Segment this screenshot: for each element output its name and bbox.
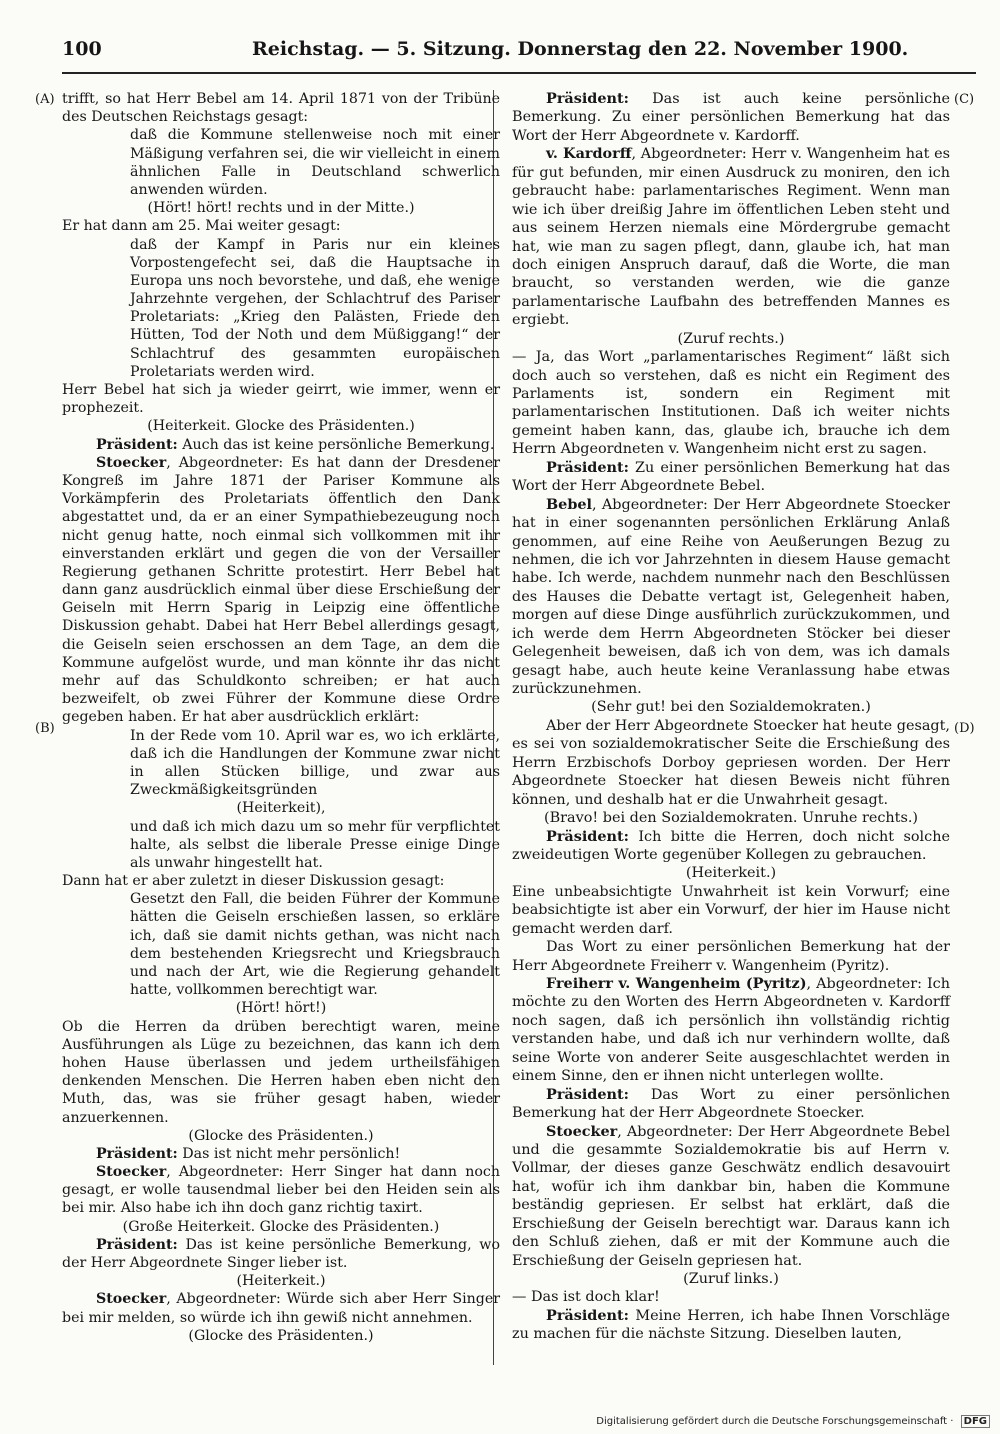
quotation: In der Rede vom 10. April war es, wo ich erklärte, daß ich die Handlungen der Kommune zwar nicht in allen Stücken billige, und zwar aus Zweckmäßigkeitsgründen (130, 727, 500, 799)
speaker-name: Präsident: (546, 1306, 629, 1324)
speech-paragraph: v. Kardorff, Abgeordneter: Herr v. Wangenheim hat es für gut befunden, mir einen Ausdruck zu moniren, den ich gebraucht habe: parlamentarisches Regiment. Wenn man wie ich über dreißig Jahre im öffentlichen Leben steht und aus seinem Herzen niemals eine Mördergrube gemacht hat, wie man zu sagen pflegt, dann, glaube ich, hat man doch einigen Anspruch darauf, daß die Worte, die man braucht, so verstanden werden, wie die ganze parlamentarische Laufbahn des betreffenden Mannes es ergiebt. (512, 145, 950, 329)
speech-paragraph: Bebel, Abgeordneter: Der Herr Abgeordnete Stoecker hat in einer sogenannten persönlichen Erklärung Anlaß genommen, auf eine Reihe von Aeußerungen Bezug zu nehmen, die ich vor Jahrzehnten in diesem Hause gemacht habe. Ich werde, nachdem nunmehr nach den Beschlüssen des Hauses die Debatte vertagt ist, Gelegenheit haben, morgen auf diese Dinge ausführlich zurückzukommen, und ich werde dem Herrn Abgeordneten Stöcker bei dieser Gelegenheit beweisen, daß ich von dem, was ich damals gesagt habe, auch heute keine Veranlassung habe etwas zurückzunehmen. (512, 495, 950, 697)
interjection: (Heiterkeit.) (236, 1273, 326, 1290)
right-column (512, 90, 950, 1344)
paragraph: Eine unbeabsichtigte Unwahrheit ist kein Vorwurf; eine beabsichtigte ist aber ein Vorwurf, der hier im Hause nicht gemacht werden darf. (512, 883, 950, 937)
running-title: Reichstag. — 5. Sitzung. Donnerstag den 22. November 1900. (252, 38, 909, 60)
quotation: daß der Kampf in Paris nur ein kleines Vorpostengefecht sei, daß die Hauptsache in Europa uns noch bevorstehe, und daß, ehe wenige Jahrzehnte vergehen, der Schlachtruf des Pariser Proletariats: „Krieg den Palästen, Friede den Hütten, Tod der Noth und dem Müßiggang!“ der Schlachtruf des gesammten europäischen Proletariats werden wird. (130, 236, 500, 380)
interjection: (Heiterkeit.) (685, 865, 777, 882)
running-header (62, 38, 976, 66)
margin-marker-c: (C) (954, 92, 975, 107)
quotation: Gesetzt den Fall, die beiden Führer der Kommune hätten die Geiseln erschießen lassen, so erkläre ich, daß sie damit nichts gethan, was nicht nach dem bestehenden Kriegsrecht und Kriegsbrauch und nach der Art, wie die Regierung gehandelt hatte, vollkommen berechtigt war. (130, 891, 500, 999)
speech-paragraph: Präsident: Das ist auch keine persönliche Bemerkung. Zu einer persönlichen Bemerkung hat das Wort der Herr Abgeordnete v. Kardorff. (512, 90, 950, 144)
quotation: und daß ich mich dazu um so mehr für verpflichtet halte, als selbst die liberale Presse einige Dinge als unwahr hingestellt hat. (130, 818, 500, 871)
speech-paragraph: Stoecker, Abgeordneter: Der Herr Abgeordnete Bebel und die gesammte Sozialdemokratie bis auf Herrn v. Vollmar, der dieses ganze Geschwätz endlich desavouirt hat, wofür ich ihm dankbar bin, haben die Kommune beständig gepriesen. Er selbst hat erklärt, daß die Erschießung der Geiseln berechtigt war. Daraus kann ich den Schluß ziehen, daß er mit der Kommune auch die Erschießung der Geiseln gepriesen hat. (512, 1122, 950, 1269)
speech-paragraph: Präsident: Das ist nicht mehr persönlich! (96, 1145, 401, 1162)
interjection: (Große Heiterkeit. Glocke des Präsidenten.) (122, 1218, 440, 1235)
paragraph: Herr Bebel hat sich ja wieder geirrt, wie immer, wenn er prophezeit. (62, 382, 500, 417)
speech-paragraph: Präsident: Das ist keine persönliche Bemerkung, wo der Herr Abgeordnete Singer lieber ist. (62, 1236, 500, 1271)
speaker-name: Stoecker (96, 1164, 167, 1181)
interjection: (Zuruf rechts.) (677, 330, 785, 347)
speaker-name: Freiherr v. Wangenheim (Pyritz) (546, 975, 807, 992)
speaker-name: Stoecker (96, 1291, 167, 1308)
credit-text: Digitalisierung gefördert durch die Deutsche Forschungsgemeinschaft · (596, 1416, 954, 1427)
speaker-name: Präsident: (96, 1145, 178, 1162)
paragraph: — Das ist doch klar! (512, 1289, 660, 1306)
interjection: (Glocke des Präsidenten.) (188, 1127, 374, 1144)
speaker-name: Präsident: (546, 1085, 629, 1103)
page-number: 100 (62, 38, 102, 60)
paragraph: Ob die Herren da drüben berechtigt waren, meine Ausführungen als Lüge zu bezeichnen, das kann ich dem hohen Hause überlassen und jedem urtheilsfähigen denkenden Menschen. Die Herren haben eben nicht den Muth, das, was sie früher gesagt haben, wieder anzuerkennen. (62, 1018, 500, 1126)
speech-paragraph: Präsident: Meine Herren, ich habe Ihnen Vorschläge zu machen für die nächste Sitzung. Dieselben lauten, (512, 1306, 950, 1343)
speech-paragraph: Präsident: Das Wort zu einer persönlichen Bemerkung hat der Herr Abgeordnete Stoecker. (512, 1085, 950, 1122)
speaker-name: v. Kardorff (546, 145, 632, 163)
speech-paragraph: Stoecker, Abgeordneter: Herr Singer hat dann noch gesagt, er wolle tausendmal lieber bei den Heiden sein als bei mir. Also habe ich ihn doch ganz richtig taxirt. (62, 1164, 500, 1217)
interjection: (Sehr gut! bei den Sozialdemokraten.) (591, 699, 871, 716)
speech-paragraph: Präsident: Zu einer persönlichen Bemerkung hat das Wort der Herr Abgeordnete Bebel. (512, 458, 950, 495)
paragraph: Er hat dann am 25. Mai weiter gesagt: (62, 218, 341, 235)
left-column (62, 90, 500, 1345)
dfg-logo: DFG (961, 1415, 990, 1428)
speech-paragraph: Freiherr v. Wangenheim (Pyritz), Abgeordneter: Ich möchte zu den Worten des Herrn Abgeordneten v. Kardorff noch sagen, daß ich persönlich ihn vollständig richtig verstanden habe, und daß ich nur verhindern wollte, daß seine Worte von anderer Seite ausgeschlachtet werden in einem Sinne, den er ihnen nicht unterlegen wollte. (512, 975, 951, 1085)
speaker-name: Bebel (546, 495, 593, 513)
interjection: (Hört! hört! rechts und in der Mitte.) (147, 200, 415, 217)
speaker-name: Stoecker (546, 1122, 618, 1140)
speaker-name: Stoecker (96, 454, 167, 471)
interjection: (Glocke des Präsidenten.) (188, 1327, 374, 1344)
speech-paragraph: Das Wort zu einer persönlichen Bemerkung hat der Herr Abgeordnete Freiherr v. Wangenheim (Pyritz). (512, 939, 950, 974)
paragraph: — Ja, das Wort „parlamentarisches Regiment“ läßt sich doch auch so verstehen, daß es nicht ein Regiment des Parlaments ist, sondern ein Regiment mit parlamentarischen Institutionen. Daß ich weiter nichts gemeint haben kann, das, glaube ich, brauche ich dem Herrn Abgeordneten v. Wangenheim nicht erst zu sagen. (512, 349, 950, 458)
interjection: (Bravo! bei den Sozialdemokraten. Unruhe rechts.) (543, 810, 919, 827)
quotation: daß die Kommune stellenweise noch mit einer Mäßigung verfahren sei, die wir vielleicht in einem ähnlichen Falle in Deutschland schwerlich anwenden würden. (130, 127, 500, 198)
speaker-name: Präsident: (96, 1236, 178, 1253)
interjection: (Heiterkeit. Glocke des Präsidenten.) (147, 418, 415, 435)
speech-paragraph: Stoecker, Abgeordneter: Würde sich aber Herr Singer bei mir melden, so würde ich ihn gewiß nicht annehmen. (62, 1291, 500, 1326)
digitization-credit (596, 1415, 990, 1428)
margin-marker-a: (A) (35, 92, 55, 107)
interjection: (Heiterkeit), (236, 800, 326, 817)
interjection: (Hört! hört!) (235, 1000, 327, 1017)
paragraph: Dann hat er aber zuletzt in dieser Diskussion gesagt: (62, 873, 445, 890)
speaker-name: Präsident: (546, 827, 629, 845)
speech-paragraph: Präsident: Ich bitte die Herren, doch nicht solche zweideutigen Worte gegenüber Kollegen zu gebrauchen. (512, 827, 950, 863)
speaker-name: Präsident: (546, 458, 629, 476)
speaker-name: Präsident: (546, 90, 629, 107)
paragraph: trifft, so hat Herr Bebel am 14. April 1871 von der Tribüne des Deutschen Reichstags gesagt: (62, 91, 500, 126)
speech-paragraph: Stoecker, Abgeordneter: Es hat dann der Dresdener Kongreß im Jahre 1871 der Pariser Kommune als Vorkämpferin des Proletariats öffentlich den Dank abgestattet und, da er an einer Sympathiebezeugung noch nicht genug hatte, noch einmal sich vollkommen mit ihr einverstanden erklärt und gegen die von der Versailler Regierung gethanen Schritte protestirt. Herr Bebel hat dann ganz ausdrücklich einmal über diese Erschießung der Geiseln mit Herrn Sparig in Leipzig eine öffentliche Diskussion gehabt. Dabei hat Herr Bebel allerdings gesagt, die Geiseln seien erschossen an dem Tage, an dem die Kommune aufgelöst wurde, und man könnte ihr das nicht mehr auf das Schuldkonto schreiben; er hat auch bezweifelt, ob zwei Führer der Kommune diese Ordre gegeben haben. Er hat aber ausdrücklich erklärt: (62, 454, 500, 726)
margin-marker-d: (D) (954, 721, 975, 736)
margin-marker-b: (B) (35, 721, 55, 736)
interjection: (Zuruf links.) (683, 1271, 779, 1287)
speech-paragraph: Präsident: Auch das ist keine persönliche Bemerkung. (96, 436, 495, 453)
header-rule (62, 72, 976, 74)
speech-paragraph: Aber der Herr Abgeordnete Stoecker hat heute gesagt, es sei von sozialdemokratischer Seite die Erschießung des Herrn Erzbischofs Dorboy gepriesen worden. Der Herr Abgeordnete Stoecker hat diesen Beweis nicht führen können, und deshalb hat er die Unwahrheit gesagt. (512, 717, 950, 808)
speaker-name: Präsident: (96, 436, 178, 453)
